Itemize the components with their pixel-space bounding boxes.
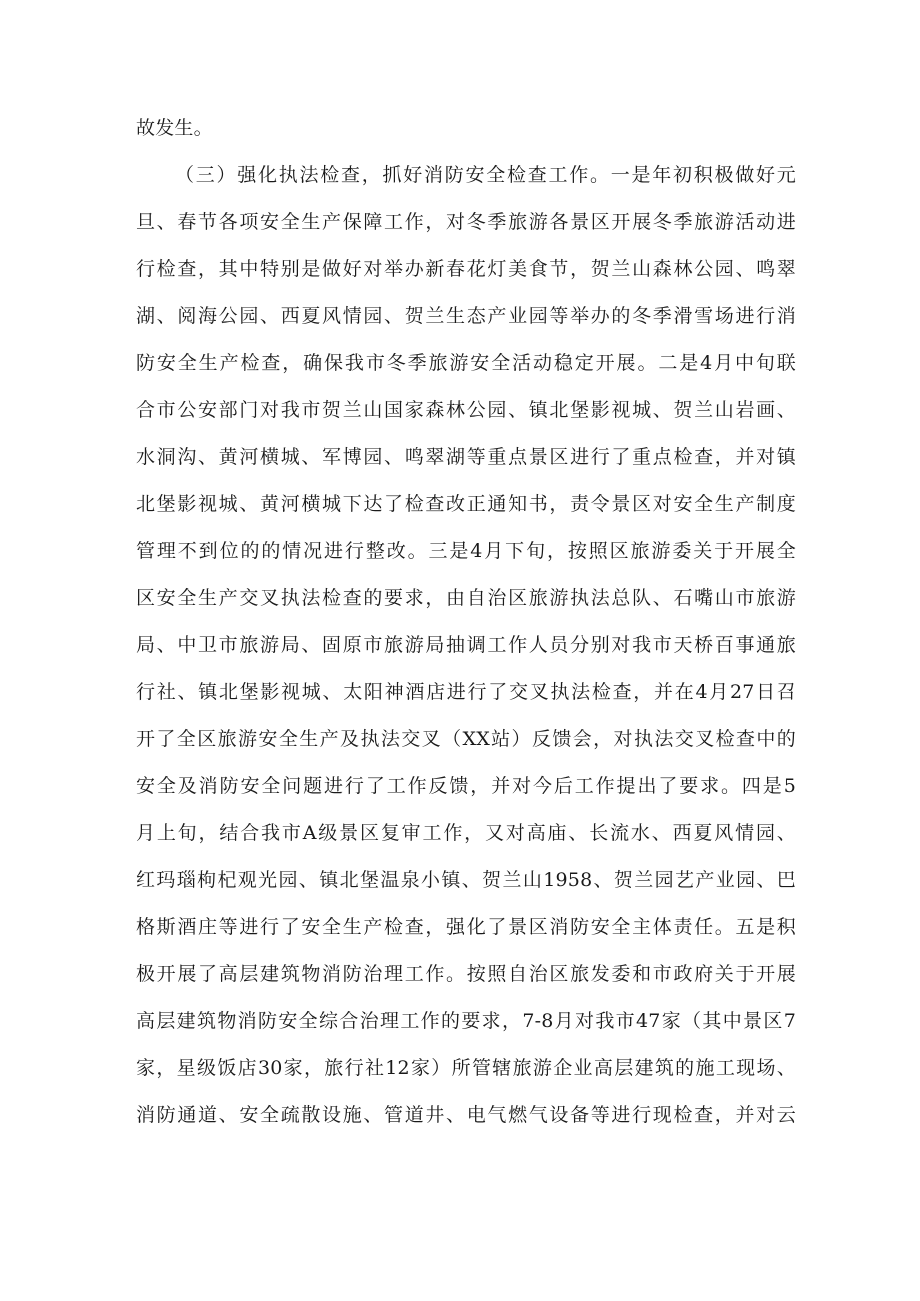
text-line: 北堡影视城、黄河横城下达了检查改正通知书，责令景区对安全生产制度 <box>136 493 796 515</box>
text-line: 区安全生产交叉执法检查的要求，由自治区旅游执法总队、石嘴山市旅游 <box>136 587 796 609</box>
text-line: 行检查，其中特别是做好对举办新春花灯美食节，贺兰山森林公园、鸣翠 <box>136 258 796 280</box>
text-line: 家，星级饭店30家，旅行社12家）所管辖旅游企业高层建筑的施工现场、 <box>136 1057 796 1079</box>
section-heading-line: （三）强化执法检查，抓好消防安全检查工作。一是年初积极做好元 <box>175 164 796 186</box>
text-line: 红玛瑙枸杞观光园、镇北堡温泉小镇、贺兰山1958、贺兰园艺产业园、巴 <box>136 869 796 891</box>
text-line: 格斯酒庄等进行了安全生产检查，强化了景区消防安全主体责任。五是积 <box>136 916 796 938</box>
text-line: 管理不到位的的情况进行整改。三是4月下旬，按照区旅游委关于开展全 <box>136 540 796 562</box>
text-line: 局、中卫市旅游局、固原市旅游局抽调工作人员分别对我市天桥百事通旅 <box>136 634 796 656</box>
text-line: 湖、阅海公园、西夏风情园、贺兰生态产业园等举办的冬季滑雪场进行消 <box>136 305 796 327</box>
text-line: 极开展了高层建筑物消防治理工作。按照自治区旅发委和市政府关于开展 <box>136 963 796 985</box>
text-line: 故发生。 <box>136 117 213 139</box>
text-line: 行社、镇北堡影视城、太阳神酒店进行了交叉执法检查，并在4月27日召 <box>136 681 796 703</box>
text-line: 旦、春节各项安全生产保障工作，对冬季旅游各景区开展冬季旅游活动进 <box>136 211 796 233</box>
text-line: 防安全生产检查，确保我市冬季旅游安全活动稳定开展。二是4月中旬联 <box>136 352 796 374</box>
text-line: 消防通道、安全疏散设施、管道井、电气燃气设备等进行现检查，并对云 <box>136 1104 796 1126</box>
text-line: 水洞沟、黄河横城、军博园、鸣翠湖等重点景区进行了重点检查，并对镇 <box>136 446 796 468</box>
text-line: 高层建筑物消防安全综合治理工作的要求，7-8月对我市47家（其中景区7 <box>136 1010 796 1032</box>
text-line: 合市公安部门对我市贺兰山国家森林公园、镇北堡影视城、贺兰山岩画、 <box>136 399 796 421</box>
text-line: 安全及消防安全问题进行了工作反馈，并对今后工作提出了要求。四是5 <box>136 775 796 797</box>
text-line: 开了全区旅游安全生产及执法交叉（XX站）反馈会，对执法交叉检查中的 <box>136 728 796 750</box>
text-line: 月上旬，结合我市A级景区复审工作，又对高庙、长流水、西夏风情园、 <box>136 822 796 844</box>
